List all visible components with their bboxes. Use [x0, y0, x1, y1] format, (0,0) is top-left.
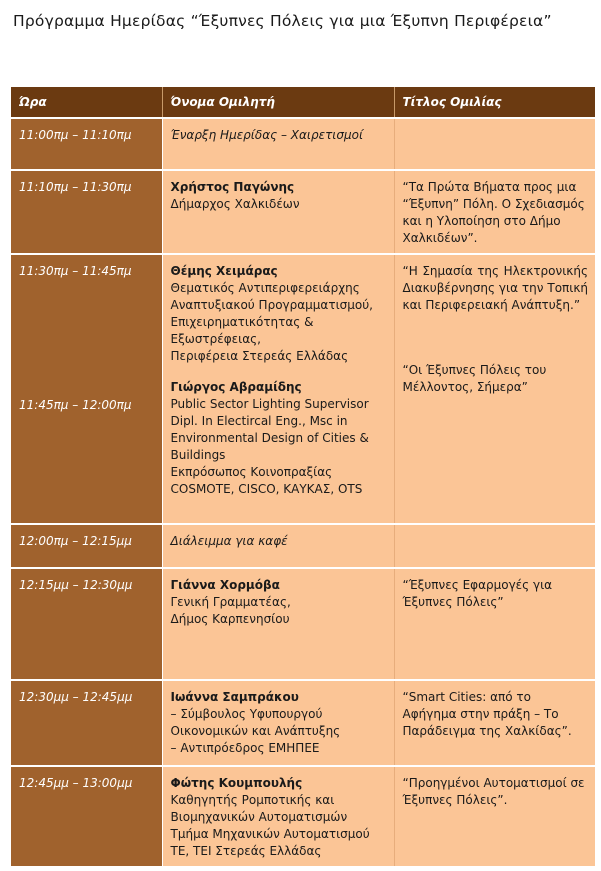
- speaker-role: Καθηγητής Ρομποτικής και Βιομηχανικών Αυτοματισμών Τμήμα Μηχανικών Αυτοματισμού ΤΕ, ΤΕΙ Στερεάς Ελλάδας: [170, 793, 370, 858]
- speaker-name: Χρήστος Παγώνης: [170, 180, 295, 194]
- time-slot: 11:30πμ – 11:45πμ: [19, 264, 132, 278]
- table-row: [11, 766, 595, 867]
- time-cell: 12:00πμ – 12:15μμ: [11, 524, 162, 568]
- table-row: [11, 118, 595, 170]
- table-row: [11, 568, 595, 680]
- speaker-role: – Σύμβουλος Υφυπουργού Οικονομικών και Ανάπτυξης – Αντιπρόεδρος ΕΜΗΠΕΕ: [170, 707, 341, 755]
- speaker-cell: [162, 170, 394, 254]
- speaker-name: Γιάννα Χορμόβα: [170, 578, 280, 592]
- speaker-role: Θεματικός Αντιπεριφερειάρχης Αναπτυξιακού Προγραμματισμού, Επιχειρηματικότητας & Εξωστρέφειας, Περιφέρεια Στερεάς Ελλάδας: [170, 281, 373, 363]
- header-speaker: Όνομα Ομιλητή: [162, 87, 394, 118]
- time-cell: 11:00πμ – 11:10πμ: [11, 118, 162, 170]
- talk-cell: “Προηγμένοι Αυτοματισμοί σε Έξυπνες Πόλεις”.: [394, 766, 595, 867]
- schedule-table: [11, 87, 595, 868]
- time-cell: 11:10πμ – 11:30πμ: [11, 170, 162, 254]
- talk-title: “Η Σημασία της Ηλεκτρονικής Διακυβέρνησης για την Τοπική και Περιφερειακή Ανάπτυξη.”: [402, 264, 588, 312]
- speaker-cell: [162, 118, 394, 170]
- talk-cell: “Έξυπνες Εφαρμογές για Έξυπνες Πόλεις”: [394, 568, 595, 680]
- talk-cell: [394, 118, 595, 170]
- session-label: Έναρξη Ημερίδας – Χαιρετισμοί: [170, 128, 364, 142]
- speaker-cell: [162, 568, 394, 680]
- speaker-role: Public Sector Lighting Supervisor Dipl. In Electircal Eng., Msc in Environmental Design of Cities & Buildings Εκπρόσωπος Κοινοπραξίας COSMOTE, CISCO, ΚΑΥΚΑΣ, OTS: [170, 397, 369, 496]
- document-title: Πρόγραμμα Ημερίδας “Έξυπνες Πόλεις για μια Έξυπνη Περιφέρεια”: [13, 12, 552, 30]
- table-header-row: [11, 87, 595, 118]
- time-cell: 12:30μμ – 12:45μμ: [11, 680, 162, 766]
- header-time: Ώρα: [11, 87, 162, 118]
- table-row: [11, 254, 595, 524]
- speaker-name: Φώτης Κουμπουλής: [170, 776, 303, 790]
- speaker-cell: [162, 766, 394, 867]
- time-slot: 11:45πμ – 12:00πμ: [19, 398, 132, 412]
- session-label: Διάλειμμα για καφέ: [170, 534, 288, 548]
- header-talk: Τίτλος Ομιλίας: [394, 87, 595, 118]
- speaker-cell: [162, 524, 394, 568]
- speaker-role: Δήμαρχος Χαλκιδέων: [170, 197, 300, 211]
- talk-cell: “Τα Πρώτα Βήματα προς μια “Έξυπνη” Πόλη. Ο Σχεδιασμός και η Υλοποίηση στο Δήμο Χαλκιδέων”.: [394, 170, 595, 254]
- time-cell: 12:15μμ – 12:30μμ: [11, 568, 162, 680]
- speaker-cell: [162, 254, 394, 524]
- speaker-name: Γιώργος Αβραμίδης: [170, 380, 302, 394]
- talk-cell: [394, 254, 595, 524]
- speaker-cell: [162, 680, 394, 766]
- talk-cell: [394, 524, 595, 568]
- time-cell: [11, 254, 162, 524]
- speaker-name: Ιωάννα Σαμπράκου: [170, 690, 299, 704]
- table-row: [11, 170, 595, 254]
- table-row: [11, 680, 595, 766]
- table-row: [11, 524, 595, 568]
- time-cell: 12:45μμ – 13:00μμ: [11, 766, 162, 867]
- speaker-role: Γενική Γραμματέας, Δήμος Καρπενησίου: [170, 595, 291, 626]
- talk-cell: “Smart Cities: από το Αφήγημα στην πράξη – Το Παράδειγμα της Χαλκίδας”.: [394, 680, 595, 766]
- speaker-name: Θέμης Χειμάρας: [170, 264, 278, 278]
- talk-title: “Οι Έξυπνες Πόλεις του Μέλλοντος, Σήμερα”: [402, 363, 547, 394]
